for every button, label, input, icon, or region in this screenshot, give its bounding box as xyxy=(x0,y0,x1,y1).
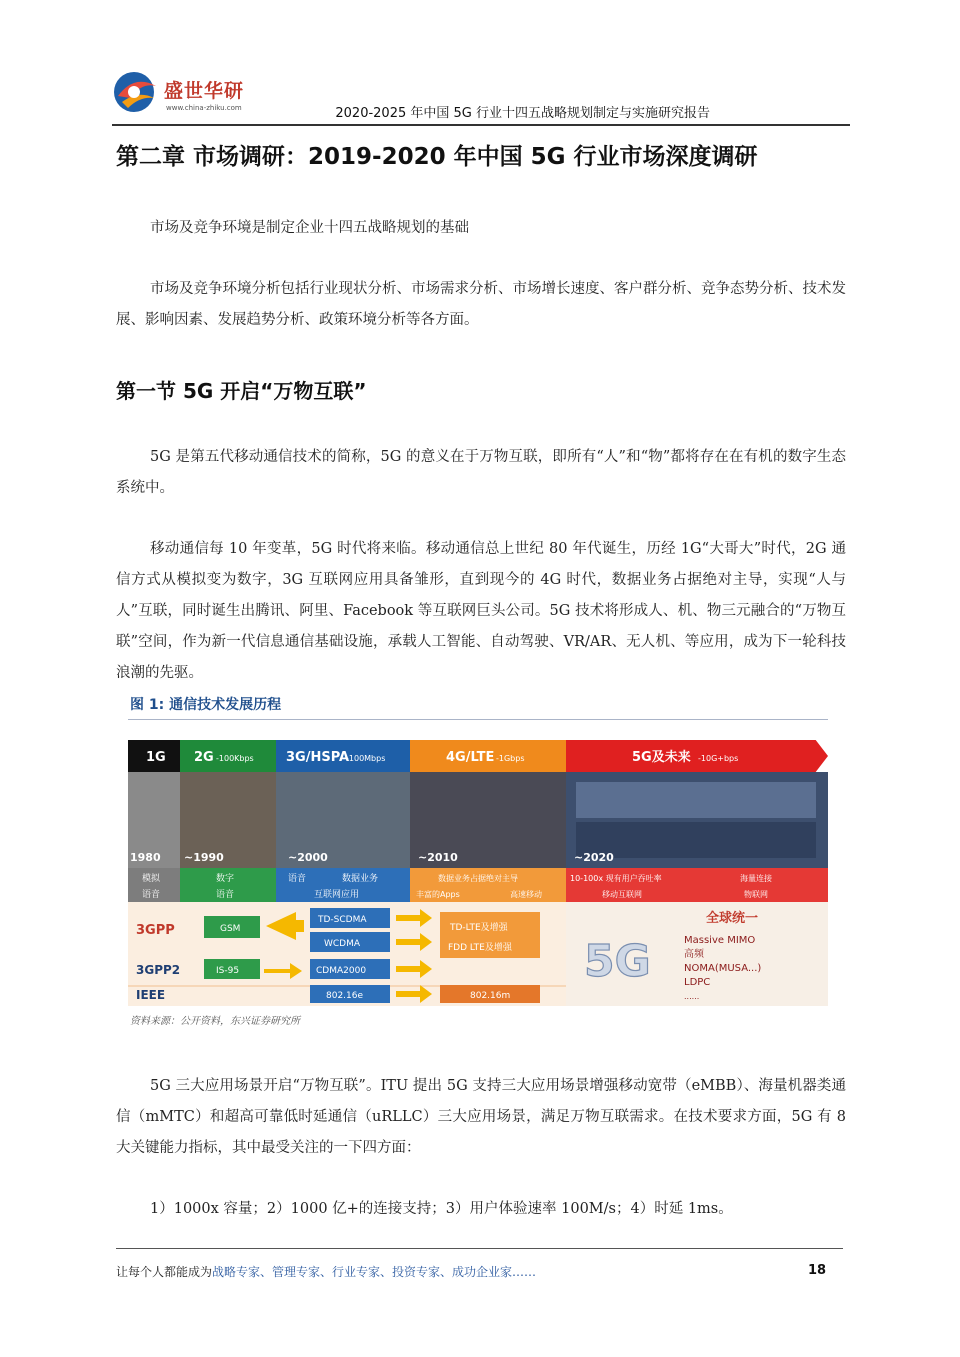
gen-5g-label: 5G及未来 xyxy=(632,750,691,765)
tech-gsm: GSM xyxy=(220,924,241,934)
document-title: 2020-2025 年中国 5G 行业十四五战略规划制定与实施研究报告 xyxy=(335,106,710,121)
svc-5g-d: 物联网 xyxy=(744,890,768,899)
paragraph-5: 5G 三大应用场景开启“万物互联”。ITU 提出 5G 支持三大应用场景增强移动宽带（eMBB）、海量机器类通信（mMTC）和超高可靠低时延通信（uRLLC）三大应用场景，满足万物互联需求。在技术要求方面，5G 有 8 大关键能力指标，其中最受关注的一下四方面： xyxy=(116,1078,846,1156)
page-number: 18 xyxy=(808,1263,827,1278)
page-header xyxy=(112,62,850,126)
gen-4g-rate: -1Gbps xyxy=(496,754,525,763)
tech-5g-item-2: 高频 xyxy=(684,949,704,960)
svc-3g-b: 数据业务 xyxy=(342,874,379,884)
gen-3g-label: 3G/HSPA xyxy=(286,750,350,765)
gen-4g-label: 4G/LTE xyxy=(446,750,495,765)
tech-5g-item-1: Massive MIMO xyxy=(684,935,756,946)
logo xyxy=(112,66,262,118)
year-1980: 1980 xyxy=(130,851,161,864)
tech-5g-item-3: NOMA(MUSA...) xyxy=(684,963,762,974)
year-1990: ~1990 xyxy=(184,851,224,864)
svc-1g-b: 语音 xyxy=(142,890,161,900)
year-2010: ~2010 xyxy=(418,851,458,864)
tech-is95: IS-95 xyxy=(216,966,240,976)
tech-tdlte: TD-LTE及增强 xyxy=(450,923,508,933)
tech-5g: 5G xyxy=(584,936,651,987)
tech-802-16e: 802.16e xyxy=(326,991,364,1001)
footer-roles: 战略专家、管理专家、行业专家、投资专家、成功企业家…… xyxy=(212,1265,537,1279)
tech-5g-item-5: ...... xyxy=(684,992,700,1001)
std-3gpp: 3GPP xyxy=(136,923,175,938)
gen-2g-rate: -100Kbps xyxy=(216,754,254,763)
evolution-figure xyxy=(128,740,828,1006)
std-ieee: IEEE xyxy=(136,988,166,1002)
tech-cdma2000: CDMA2000 xyxy=(316,966,367,976)
std-3gpp2: 3GPP2 xyxy=(136,963,181,977)
tech-fddlte: FDD LTE及增强 xyxy=(448,943,512,953)
year-2020: ~2020 xyxy=(574,851,614,864)
logo-url: www.china-zhiku.com xyxy=(166,104,242,112)
svc-3g-a: 语音 xyxy=(288,874,307,884)
paragraph-3: 5G 是第五代移动通信技术的简称，5G 的意义在于万物互联，即所有“人”和“物”都将存在在有机的数字生态系统中。 xyxy=(116,449,846,496)
tech-global-unify: 全球统一 xyxy=(706,911,759,926)
year-2000: ~2000 xyxy=(288,851,328,864)
gen-5g-rate: -10G+bps xyxy=(698,754,739,763)
logo-name: 盛世华研 xyxy=(164,80,245,102)
footer-divider xyxy=(116,1248,843,1249)
figure-caption: 图 1: 通信技术发展历程 xyxy=(130,697,282,713)
footer-slogan xyxy=(116,1263,536,1280)
svc-5g-b: 海量连接 xyxy=(740,874,772,883)
tech-802-16m: 802.16m xyxy=(470,991,511,1001)
svc-2g-a: 数字 xyxy=(216,874,235,884)
logo-icon xyxy=(112,68,160,114)
svc-4g-a: 数据业务占据绝对主导 xyxy=(438,874,518,883)
svc-5g-a: 10-100x 现有用户吞吐率 xyxy=(570,874,662,883)
chapter-title: 第二章 市场调研：2019-2020 年中国 5G 行业市场深度调研 xyxy=(116,144,758,170)
section-title: 第一节 5G 开启“万物互联” xyxy=(116,379,367,403)
paragraph-1: 市场及竞争环境是制定企业十四五战略规划的基础 xyxy=(150,220,469,236)
figure-divider xyxy=(128,719,828,720)
paragraph-4: 移动通信每 10 年变革，5G 时代将来临。移动通信总上世纪 80 年代诞生，历经 1G“大哥大”时代，2G 通信方式从模拟变为数字，3G 互联网应用具备雏形，直到现今的 4G 时代，数据业务占据绝对主导，实现“人与人”互联，同时诞生出腾讯、阿里、Facebook 等互联网巨头公司。5G 技术将形成人、机、物三元融合的“万物互联”空间，作为新一代信息通信基础设施，承载人工智能、自动驾驶、VR/AR、无人机、等应用，成为下一轮科技浪潮的先驱。 xyxy=(116,541,846,681)
tech-wcdma: WCDMA xyxy=(324,939,361,949)
tech-5g-item-4: LDPC xyxy=(684,977,711,988)
svc-5g-c: 移动互联网 xyxy=(602,890,642,899)
svc-4g-b: 丰富的Apps xyxy=(416,890,460,899)
gen-3g-rate: -100Mbps xyxy=(346,754,386,763)
paragraph-6: 1）1000x 容量；2）1000 亿+的连接支持；3）用户体验速率 100M/s；4）时延 1ms。 xyxy=(150,1201,733,1217)
tech-tdscdma: TD-SCDMA xyxy=(318,915,367,925)
paragraph-2: 市场及竞争环境分析包括行业现状分析、市场需求分析、市场增长速度、客户群分析、竞争态势分析、技术发展、影响因素、发展趋势分析、政策环境分析等各方面。 xyxy=(116,281,846,328)
gen-2g-label: 2G xyxy=(194,750,214,765)
gen-1g-label: 1G xyxy=(146,750,166,765)
svc-3g-c: 互联网应用 xyxy=(314,890,360,900)
figure-source: 资料来源：公开资料，东兴证券研究所 xyxy=(130,1016,300,1027)
svc-2g-b: 语音 xyxy=(216,890,235,900)
svc-4g-c: 高速移动 xyxy=(510,890,542,899)
svc-1g-a: 模拟 xyxy=(142,874,161,884)
footer-lead: 让每个人都能成为 xyxy=(116,1265,213,1279)
